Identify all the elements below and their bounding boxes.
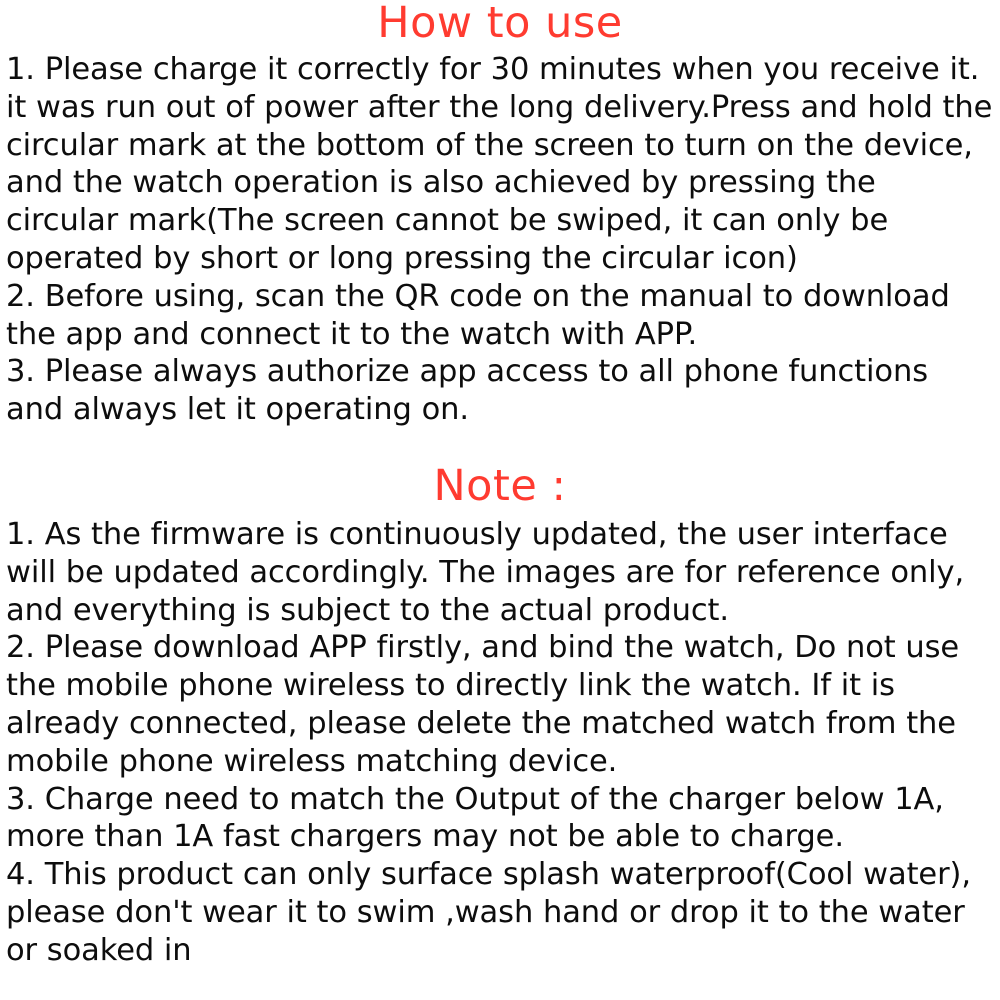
how-to-use-item-2: 2. Before using, scan the QR code on the manual to download the app and connect it to the watch with APP. (6, 278, 950, 352)
how-to-use-item-3: 3. Please always authorize app access to all phone functions and always let it operating on. (6, 354, 928, 428)
note-item-1: 1. As the firmware is continuously updated, the user interface will be updated accordingly. The images are for reference only, and everything is subject to the actual product. (6, 516, 965, 628)
note-item-3: 3. Charge need to match the Output of the charger below 1A, more than 1A fast chargers may not be able to charge. (6, 781, 944, 855)
note-item-4: 4. This product can only surface splash waterproof(Cool water), please don't wear it to swim ,wash hand or drop it to the water or soaked in (6, 857, 971, 968)
how-to-use-item-1: 1. Please charge it correctly for 30 minutes when you receive it. it was run out of power after the long delivery.Press and hold the circular mark at the bottom of the screen to turn on the device, and the watch operation is also achieved by pressing the circular mark(The screen cannot be swiped, it can only be operated by short or long pressing the circular icon) (6, 52, 993, 276)
note-content (4, 516, 996, 970)
how-to-use-content (4, 51, 996, 429)
note-item-2: 2. Please download APP firstly, and bind the watch, Do not use the mobile phone wireless to directly link the watch. If it is already connected, please delete the matched watch from the mobile phone wireless matching device. (6, 630, 960, 779)
page-title-how-to-use: How to use (377, 0, 623, 48)
page-title-note: Note : (433, 460, 567, 511)
